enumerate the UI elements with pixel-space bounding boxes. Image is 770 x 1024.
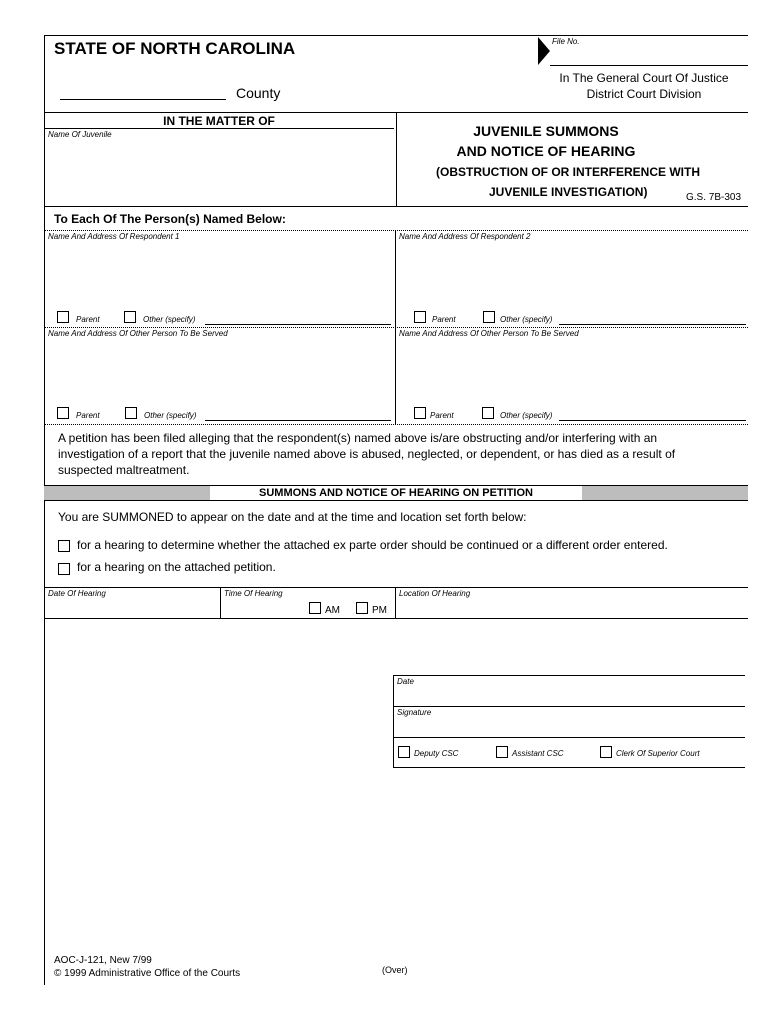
signature-block-left-border — [393, 675, 394, 767]
respondent1-other-checkbox[interactable] — [124, 311, 136, 323]
form-title-line2: AND NOTICE OF HEARING — [456, 143, 636, 159]
matter-heading: IN THE MATTER OF — [163, 114, 275, 128]
respondent1-label: Name And Address Of Respondent 1 — [48, 232, 180, 241]
signature-field[interactable] — [395, 719, 745, 735]
persons-middle-line — [44, 327, 748, 328]
summons-heading: SUMMONS AND NOTICE OF HEARING ON PETITION — [259, 487, 533, 499]
respondent1-field[interactable] — [46, 243, 392, 309]
pm-checkbox[interactable] — [356, 602, 368, 614]
summons-bar-left-shade — [44, 486, 210, 500]
hearing-ex-parte-label: for a hearing to determine whether the attached ex parte order should be continued or a different order entered. — [77, 538, 668, 552]
hearing-top-line — [44, 587, 748, 588]
other-person1-parent-label: Parent — [76, 411, 100, 420]
county-input-line[interactable] — [60, 99, 226, 100]
respondent1-other-label: Other (specify) — [143, 315, 196, 324]
am-label: AM — [325, 605, 340, 616]
juvenile-name-field[interactable] — [46, 142, 392, 202]
hearing-divider1 — [220, 587, 221, 618]
assistant-csc-label: Assistant CSC — [512, 749, 564, 758]
signature-block-top-line — [393, 675, 745, 676]
other-person1-field[interactable] — [46, 340, 392, 404]
signature-label: Signature — [397, 708, 432, 717]
form-id: AOC-J-121, New 7/99 — [54, 955, 152, 966]
respondent2-label: Name And Address Of Respondent 2 — [399, 232, 531, 241]
other-person2-field[interactable] — [398, 340, 746, 404]
court-line1: In The General Court Of Justice — [559, 71, 729, 85]
other-person1-parent-checkbox[interactable] — [57, 407, 69, 419]
form-title-line1: JUVENILE SUMMONS — [473, 123, 619, 139]
persons-heading: To Each Of The Person(s) Named Below: — [54, 212, 286, 226]
other-person2-other-label: Other (specify) — [500, 411, 553, 420]
hearing-location-label: Location Of Hearing — [399, 589, 471, 598]
hearing-petition-label: for a hearing on the attached petition. — [77, 560, 276, 574]
respondent2-other-checkbox[interactable] — [483, 311, 495, 323]
signature-block-bottom-line — [393, 767, 745, 768]
form-title-line4: JUVENILE INVESTIGATION) — [489, 185, 648, 199]
over-indicator: (Over) — [382, 965, 408, 975]
other-person1-other-checkbox[interactable] — [125, 407, 137, 419]
other-person2-other-checkbox[interactable] — [482, 407, 494, 419]
file-no-label: File No. — [552, 37, 580, 46]
statute-reference: G.S. 7B-303 — [686, 192, 742, 203]
hearing-ex-parte-checkbox[interactable] — [58, 540, 70, 552]
summons-intro: You are SUMMONED to appear on the date and at the time and location set forth below: — [58, 510, 527, 524]
respondent2-parent-label: Parent — [432, 315, 456, 324]
respondent2-other-label: Other (specify) — [500, 315, 553, 324]
respondent2-parent-checkbox[interactable] — [414, 311, 426, 323]
signature-bottom-line — [393, 737, 745, 738]
hearing-date-field[interactable] — [46, 600, 218, 616]
left-border — [44, 35, 45, 985]
state-title: STATE OF NORTH CAROLINA — [54, 39, 296, 58]
other-person2-parent-label: Parent — [430, 411, 454, 420]
signature-date-bottom-line — [393, 706, 745, 707]
juvenile-name-label: Name Of Juvenile — [48, 130, 112, 139]
persons-top-line — [44, 230, 748, 231]
county-label: County — [236, 85, 281, 101]
form-title-line3: (OBSTRUCTION OF OR INTERFERENCE WITH — [436, 165, 700, 179]
file-no-input-line[interactable] — [550, 65, 748, 66]
other-person2-label: Name And Address Of Other Person To Be Served — [399, 329, 579, 338]
title-bottom-line — [44, 206, 748, 207]
deputy-csc-checkbox[interactable] — [398, 746, 410, 758]
clerk-superior-court-checkbox[interactable] — [600, 746, 612, 758]
persons-bottom-line — [44, 424, 748, 425]
respondent1-parent-label: Parent — [76, 315, 100, 324]
am-checkbox[interactable] — [309, 602, 321, 614]
respondent2-other-input-line[interactable] — [559, 324, 746, 325]
top-border — [44, 35, 748, 36]
hearing-location-field[interactable] — [398, 600, 746, 616]
signature-date-field[interactable] — [395, 688, 745, 704]
respondent1-other-input-line[interactable] — [205, 324, 391, 325]
other-person1-label: Name And Address Of Other Person To Be Served — [48, 329, 228, 338]
clerk-superior-court-label: Clerk Of Superior Court — [616, 749, 700, 758]
court-line2: District Court Division — [586, 87, 702, 101]
other-person1-other-input-line[interactable] — [205, 420, 391, 421]
hearing-petition-checkbox[interactable] — [58, 563, 70, 575]
deputy-csc-label: Deputy CSC — [414, 749, 459, 758]
summons-bar-right-shade — [582, 486, 748, 500]
matter-heading-underline — [44, 128, 394, 129]
copyright: © 1999 Administrative Office of the Courts — [54, 968, 241, 979]
hearing-bottom-line — [44, 618, 748, 619]
petition-text: A petition has been filed alleging that the respondent(s) named above is/are obstructing and/or interfering with an investigation of a report that the juvenile named above is abused, neglected, or dependent, or has died as a result of suspected maltreatment. — [58, 431, 676, 477]
assistant-csc-checkbox[interactable] — [496, 746, 508, 758]
summons-bar-bottom-line — [44, 500, 748, 501]
signature-date-label: Date — [397, 677, 414, 686]
other-person2-other-input-line[interactable] — [559, 420, 746, 421]
respondent2-field[interactable] — [398, 243, 746, 309]
hearing-divider2 — [395, 587, 396, 618]
hearing-time-field[interactable] — [222, 600, 306, 616]
file-no-arrow-icon — [538, 37, 550, 65]
pm-label: PM — [372, 605, 387, 616]
hearing-date-label: Date Of Hearing — [48, 589, 106, 598]
other-person2-parent-checkbox[interactable] — [414, 407, 426, 419]
respondent1-parent-checkbox[interactable] — [57, 311, 69, 323]
other-person1-other-label: Other (specify) — [144, 411, 197, 420]
hearing-time-label: Time Of Hearing — [224, 589, 283, 598]
